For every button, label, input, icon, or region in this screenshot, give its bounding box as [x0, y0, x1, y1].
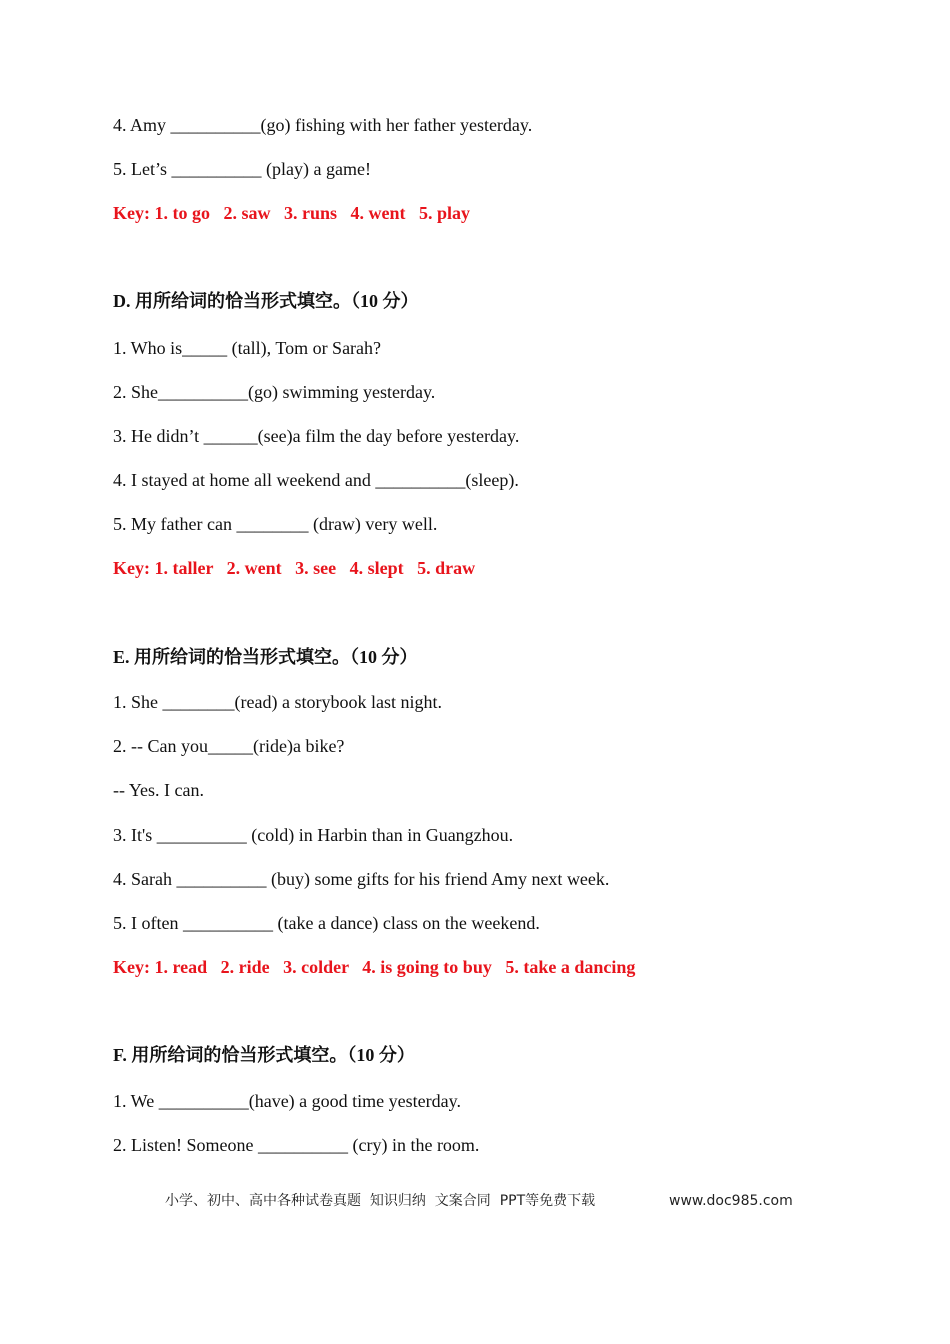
answer-e2: -- Yes. I can.: [113, 780, 204, 800]
footer-text: 小学、初中、高中各种试卷真题 知识归纳 文案合同 PPT等免费下载: [165, 1193, 596, 1209]
section-d-heading: D. 用所给词的恰当形式填空。（10 分）: [113, 291, 419, 311]
question-e5: 5. I often __________ (take a dance) class on the weekend.: [113, 913, 540, 933]
question-d3: 3. He didn’t ______(see)a film the day before yesterday.: [113, 426, 520, 446]
answer-key-c: Key: 1. to go 2. saw 3. runs 4. went 5. play: [113, 203, 471, 223]
section-e-heading: E. 用所给词的恰当形式填空。（10 分）: [113, 647, 418, 667]
question-d2: 2. She__________(go) swimming yesterday.: [113, 382, 436, 402]
question-e4: 4. Sarah __________ (buy) some gifts for his friend Amy next week.: [113, 869, 610, 889]
question-e3: 3. It's __________ (cold) in Harbin than in Guangzhou.: [113, 825, 514, 845]
question-c4: 4. Amy __________(go) fishing with her father yesterday.: [113, 115, 533, 135]
footer-url[interactable]: www.doc985.com: [669, 1193, 793, 1209]
question-d4: 4. I stayed at home all weekend and __________(sleep).: [113, 470, 519, 490]
question-f1: 1. We __________(have) a good time yesterday.: [113, 1091, 461, 1111]
question-d1: 1. Who is_____ (tall), Tom or Sarah?: [113, 338, 382, 358]
question-c5: 5. Let’s __________ (play) a game!: [113, 159, 371, 179]
section-f-heading: F. 用所给词的恰当形式填空。（10 分）: [113, 1045, 415, 1065]
question-d5: 5. My father can ________ (draw) very well.: [113, 514, 438, 534]
answer-key-e: Key: 1. read 2. ride 3. colder 4. is going to buy 5. take a dancing: [113, 957, 636, 977]
question-e1: 1. She ________(read) a storybook last night.: [113, 692, 442, 712]
answer-key-d: Key: 1. taller 2. went 3. see 4. slept 5. draw: [113, 558, 476, 578]
question-e2: 2. -- Can you_____(ride)a bike?: [113, 736, 345, 756]
question-f2: 2. Listen! Someone __________ (cry) in the room.: [113, 1135, 480, 1155]
